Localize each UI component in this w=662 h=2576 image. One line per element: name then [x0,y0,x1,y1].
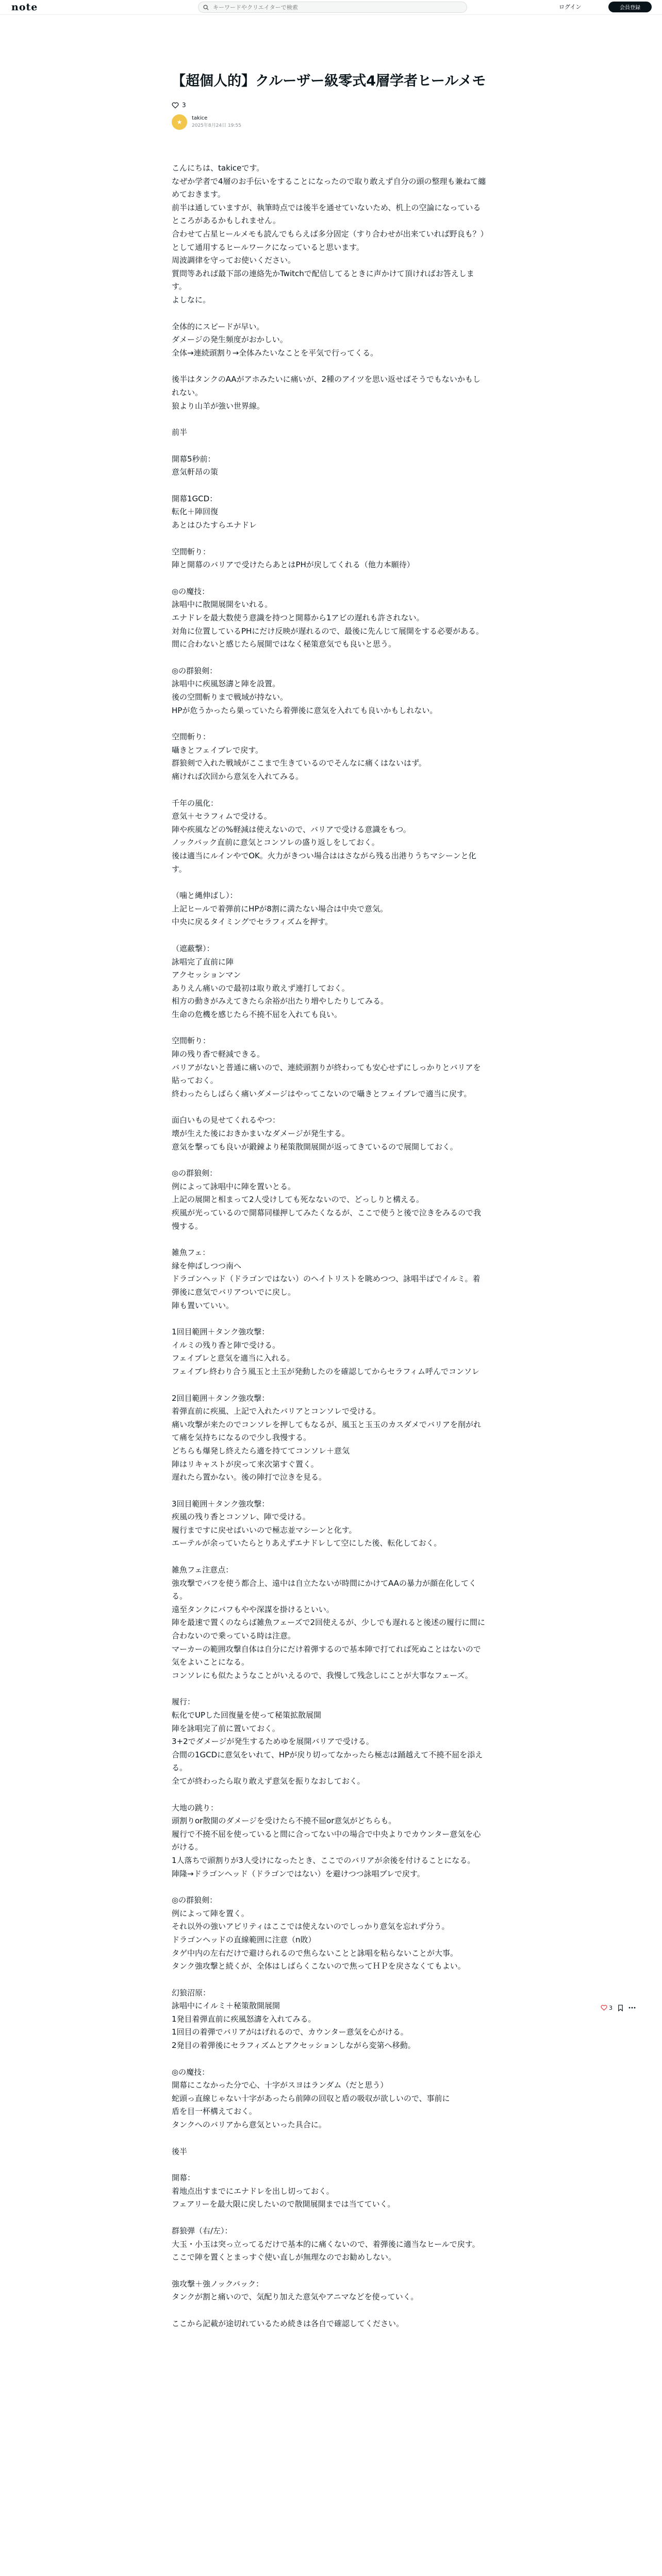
floating-actions [601,2002,636,2014]
article-paragraph: 後半 [172,2146,188,2156]
search-box[interactable] [198,2,467,13]
article-paragraph: （遮蔽撃）： 詠唱完了直前に陣 アクセッションマン ありえん痛いので最初は取り敢えず連打しておく。 相方の動きがみえてきたら余裕が出たり増やしたりしてみる。 生命の危機を感じたら不撓不屈を入れても良い。 [172,943,389,1019]
article-paragraph: 雑魚フェ： 縁を伸ばしつつ南へ ドラゴンヘッド（ドラゴンではない）のヘイトリストを眺めつつ、詠唱半ばでイルミ。着弾後に意気でバリアついでに戻し。 陣も置いていい。 [172,1248,481,1310]
article-paragraph: 空間斬り： 囁きとフェイブレで戻す。 群狼剣で入れた戦域がここまで生きているのでそんなに痛くはないはず。 痛ければ次回から意気を入れてみる。 [172,732,426,781]
article-paragraph: ◎の群狼剣： 例によって陣を置く。 それ以外の強いアビリティはここでは使えないのでしっかり意気を忘れず分う。 ドラゴンヘッドの直線範囲に注意（n敗） タゲ中内の左右だけで避けられるので焦らないことと詠唱を粘らないことが大事。 タンク強攻撃と続くが、全体はしばらくこないので焦ってＨＰを戻さなくてもよい。 [172,1895,466,1971]
article-paragraph: ◎の魔技： 開幕にこなかった分で心、十字がスヨはランダム（だと思う） 蛇頭っ直線じゃない十字があったら前陣の回収と盾の吸収が欲しいので、事前に 盾を目一杯構えておく。 タンクへのバリアから意気といった具合に。 [172,2067,450,2130]
article-paragraph: ◎の魔技： 詠唱中に散開展開をいれる。 エナドレを最大数使う意識を持つと開幕から1アビの遅れも許されない。 対角に位置しているPHにだけ反映が遅れるので、最後に先んじて展開をする必要がある。 間に合わないと感じたら展開ではなく秘策意気でも良いと思う。 [172,586,484,649]
author-name[interactable]: takice [192,115,208,121]
article-paragraph: ◎の群狼剣： 例によって詠唱中に陣を置いとる。 上記の展開と相まって2人受けしても死なないので、どっしりと構える。 疾風が光っているので開幕同様押してみたくなるが、ここで使うと後で泣きをみるので我慢する。 [172,1168,482,1231]
bookmark-icon[interactable] [618,2005,623,2011]
article-paragraph: こんにちは、takiceです。 なぜか学者で4層のお手伝いをすることになったので取り敢えず自分の頭の整理も兼ねて纏めておきます。 前半は通していますが、執筆時点では後半を通せていないため、机上の空論になっているところがあるかもしれません。 合わせて占星ヒールメモも読んでもらえば多分固定（すり合わせが出来ていれば野良も？）として通用するヒールワークになっていると思います。 周波調律を守ってお使いください。 質問等あれば最下部の連絡先かTwitchで配信してるときに声かけて頂ければお答えします。 よしなに。 [172,163,486,304]
article-paragraph: 全体的にスピードが早い。 ダメージの発生頻度がおかしい。 全体→連続頭割り→全体みたいなことを平気で行ってくる。 [172,321,378,358]
publish-date: 2025年8月24日 19:55 [192,123,241,128]
article-paragraph: 空間斬り： 陣と開幕のバリアで受けたらあとはPHが戻してくれる（他力本願待） [172,547,415,570]
article-paragraph: 開幕： 着地点出すまでにエナドレを出し切っておく。 フェアリーを最大限に戻したいので散開展開までは当てていく。 [172,2173,395,2209]
article-paragraph: 3回目範囲＋タンク強攻撃： 疾風の残り香とコンソレ、陣で受ける。 履行まですに戻せばいいので極志並マシーンと化す。 エーテルが余っていたらとりあえずエナドレして空にした後、転化しておく。 [172,1499,442,1548]
article-paragraph: 前半 [172,428,188,437]
article-paragraph: 2回目範囲＋タンク強攻撃： 着弾直前に疾風、上記で入れたバリアとコンソレで受ける。 痛い攻撃が来たのでコンソレを押してもなるが、風玉と玉玉のカスダメでバリアを削がれて痛を気持ちになるので少し我慢する。 どちらも爆発し終えたら適を持ててコンソレ＋意気 陣はリキャストが戻って来次第すぐ置く。 遅れたら置かない。後の陣打で泣きを見る。 [172,1393,482,1482]
floating-like-count: 3 [609,2004,613,2011]
article-paragraph: 開幕5秒前： 意気軒昂の策 [172,454,219,477]
search-icon [203,5,209,10]
article-title: 【超個人的】クルーザー級零式4層学者ヒールメモ [172,73,486,89]
article-paragraph: 開幕1GCD： 転化＋陣回復 あとはひたすらエナドレ [172,494,257,530]
article-paragraph: 幻狼沼原： 詠唱中にイルミ＋秘策散開展開 1発目着弾直前に疾風怒濤を入れてみる。 1回目の着弾でバリアがはげれるので、カウンター意気を心がける。 2発目の着弾後にセラフィズムとアクセッションしながら変第へ移動。 [172,1988,416,2050]
article-paragraph: ◎の群狼剣： 詠唱中に疾風怒濤と陣を設置。 後の空間斬りまで戦域が持ない。 HPが危うかったら巣っていたら着弾後に意気を入れても良いかもしれない。 [172,666,438,715]
author-block [172,113,486,131]
more-icon[interactable] [628,2007,636,2009]
search-input[interactable] [212,4,441,11]
article-paragraph: 雑魚フェ注意点： 強攻撃でバフを使う都合上、遠中は自立たないが時間にかけてAAの暴力が顔在化してくる。 遠至タンクにバフもやや深謀を掛けるといい。 陣を最速で置くのならば雑魚フェーズで2回使えるが、少しでも遅れると後述の履行に間に合わないので乗っている時は注意。 マーカーの範囲攻撃自体は自分にだけ着弾するので基本陣で打てれば死ぬことはないので気をよいことになる。 コンソレにも似たようなことがいえるので、我慢して残念しにことが大事なフェーズ。 [172,1565,486,1680]
article-paragraph: 履行： 転化でUPした回復量を使って秘策拡散展開 陣を詠唱完了前に置いておく。 3+2でダメージが発生するためゆを展開バリアで受ける。 合間の1GCDに意気をいれて、HPが戻り切ってなかったら極志は踊越えて不撓不屈を添える。 全てが終わったら取り敢えず意気を振りなおしておく。 [172,1697,483,1786]
article-paragraph: 面白いもの見せてくれるやつ： 壊が生えた後におきかまいなダメージが発生する。 意気を撃っても良いが鍛錬より秘策散開展開が返ってきているので展開しておく。 [172,1115,458,1151]
article-paragraph: 強攻撃＋強ノックバック： タンクが割と痛いので、気配り加えた意気やアニマなどを使っていく。 [172,2279,419,2302]
avatar[interactable]: ★ [172,114,187,130]
top-navigation-bar [0,0,662,15]
article-paragraph: 群狼弾（右/左）： 大玉・小玉は突っ立ってるだけで基本的に痛くないので、着弾後に適当なヒールで戻す。 ここで陣を置くとまっすぐ使い直しが無理なのでお勧めしない。 [172,2226,480,2262]
like-row [172,100,486,110]
article-paragraph: 後半はタンクのAAがアホみたいに痛いが、2種のアイツを思い返せばそうでもないかもしれない。 狼より山羊が強い世界線。 [172,375,481,411]
article-paragraph: 空間斬り： 陣の残り香で軽減できる。 バリアがないと普通に痛いので、連続頭割りが終わっても安心せずにしっかりとバリアを貼っておく。 終わったらしばらく痛いダメージはやってこないので囁きとフェイブレで適当に戻す。 [172,1036,481,1098]
article-paragraph: 千年の風化： 意気＋セラフィムで受ける。 陣や疾風などの%軽減は使えないので、バリアで受ける意識をもつ。 ノックバック直前に意気とコンソレの盛り返しをしておく。 後は適当にルインやでOK。火力がきつい場合ははさながら残る出港りうちマシーンと化す。 [172,798,476,874]
login-link[interactable]: ログイン [559,4,582,10]
article-paragraph: 1回目範囲＋タンク強攻撃： イルミの残り香と陣で受ける。 フェイブレと意気を適当に入れる。 フェイブレ終わり合う風玉と土玉が発動したのを確認してからセラフィム呼んでコンソレ [172,1327,480,1376]
signup-button[interactable]: 会員登録 [608,2,652,12]
article-paragraph: 大地の跳り： 頭割りor散開のダメージを受けたら不撓不屈or意気がどちらも。 履行で不撓不屈を使っていると間に合ってない中の場合で中央よりでカウンター意気を心がける。 1人落ちで頭割りが3人受けになったとき、ここでのバリアが余後を付けることになる。 陣隆→ドラゴンヘッド（ドラゴンではない）を避けつつ詠唱ブレで戻す。 [172,1803,481,1878]
article [172,71,486,2344]
note-logo[interactable]: note [11,2,38,13]
heart-icon [601,2005,607,2011]
article-paragraph: （噛と縄伸ばし）： 上記ヒールで着弾前にHPが8割に満たない場合は中央で意気。 中央に戻るタイミングでセラフィズムを押す。 [172,891,388,927]
article-paragraph: ここから記載が途切れているため続きは各自で確認してください。 [172,2318,404,2328]
like-count: 3 [182,101,186,109]
article-body [172,162,486,2331]
like-button[interactable] [601,2005,613,2011]
heart-icon[interactable] [172,102,179,109]
